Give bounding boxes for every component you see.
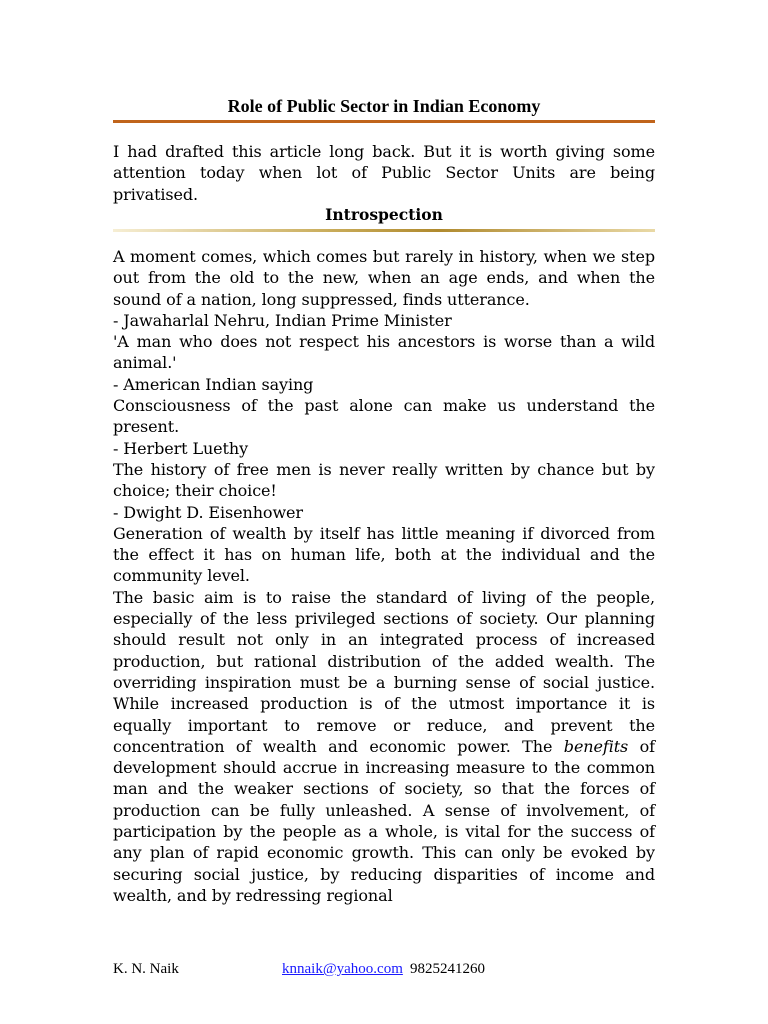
quote-luethy: Consciousness of the past alone can make us understand the present. (113, 396, 655, 437)
quote-attribution: - Herbert Luethy (113, 438, 249, 458)
phone-number: 9825241260 (410, 961, 485, 977)
quote-attribution: - Jawaharlal Nehru, Indian Prime Minister (113, 310, 452, 330)
paragraph-text: The basic aim is to raise the standard of living of the people, especially of the less privileged sections of society. Our planning should result not only in an integrated process of increased production, but rational distribution of the added wealth. The overriding inspiration must be a burning sense of social justice. While increased production is of the utmost importance it is equally important to remove or reduce, and prevent the concentration of wealth and economic power. The (113, 587, 655, 756)
intro-paragraph: I had drafted this article long back. But it is worth giving some attention today when lot of Public Sector Units are being privatised. (113, 142, 655, 204)
article-body (113, 246, 655, 906)
section-heading: Introspection (325, 205, 443, 224)
section-divider (113, 229, 655, 232)
author-name: K. N. Naik (113, 961, 179, 977)
quote-nehru: A moment comes, which comes but rarely in history, when we step out from the old to the new, when an age ends, and when the sound of a nation, long suppressed, finds utterance. (113, 247, 655, 309)
email-link[interactable]: knnaik@yahoo.com (282, 961, 403, 977)
quote-ancestors: 'A man who does not respect his ancestors is worse than a wild animal.' (113, 332, 655, 373)
paragraph-basic-aim (113, 587, 655, 906)
emphasized-word: benefits (563, 736, 629, 756)
paragraph-text: of development should accrue in increasing measure to the common man and the weaker sections of society, so that the forces of production can be fully unleashed. A sense of involvement, of participation by the people as a whole, is vital for the success of any plan of rapid economic growth. This can only be evoked by securing social justice, by reducing disparities of income and wealth, and by redressing regional (113, 736, 655, 905)
quote-eisenhower: The history of free men is never really written by chance but by choice; their choice! (113, 459, 655, 501)
document-title: Role of Public Sector in Indian Economy (227, 96, 541, 116)
quote-attribution: - Dwight D. Eisenhower (113, 502, 303, 522)
quote-attribution: - American Indian saying (113, 374, 314, 394)
title-divider (113, 120, 655, 123)
paragraph-wealth: Generation of wealth by itself has little meaning if divorced from the effect it has on human life, both at the individual and the community level. (113, 523, 655, 586)
